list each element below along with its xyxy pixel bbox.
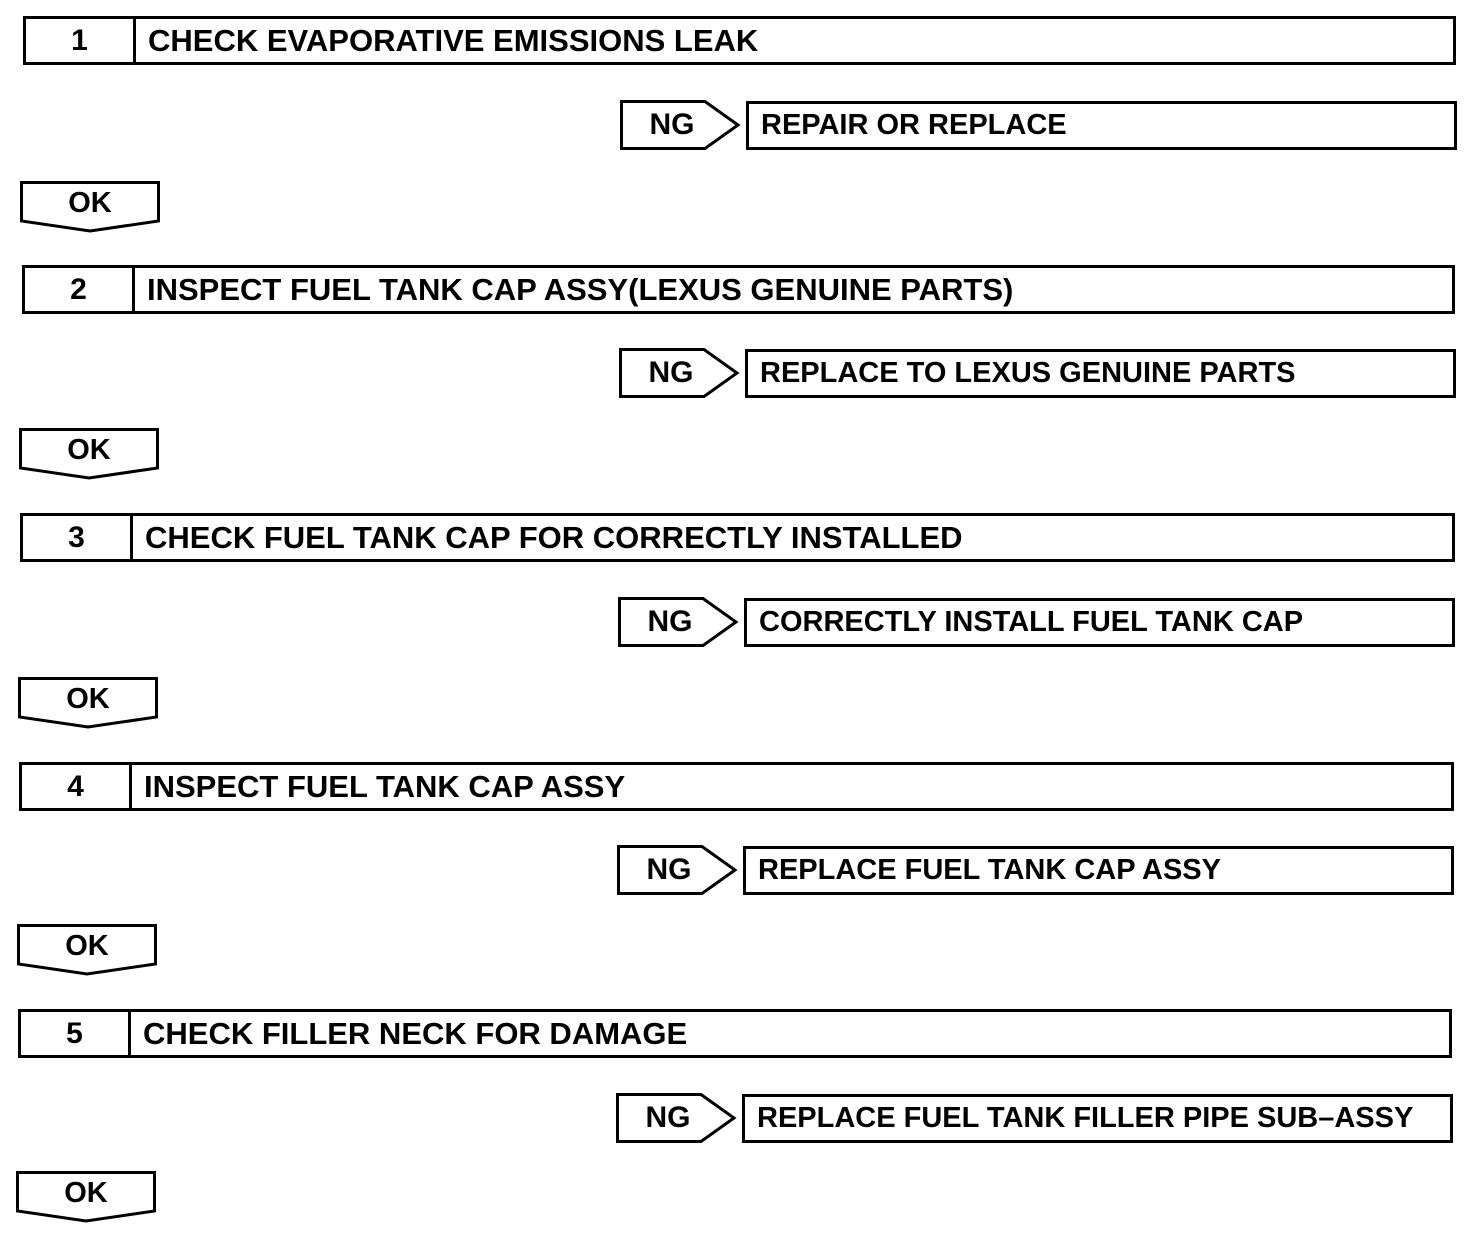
ng-action-box: CORRECTLY INSTALL FUEL TANK CAP bbox=[744, 598, 1455, 647]
step-3-box bbox=[20, 513, 1455, 562]
ng-action-box: REPLACE FUEL TANK FILLER PIPE SUB–ASSY bbox=[742, 1094, 1453, 1143]
ok-label: OK bbox=[65, 929, 109, 962]
step-title: CHECK EVAPORATIVE EMISSIONS LEAK bbox=[148, 22, 759, 58]
ok-label: OK bbox=[66, 682, 110, 715]
ng-arrow bbox=[616, 1093, 738, 1143]
step-number: 1 bbox=[26, 19, 136, 62]
step-1-box bbox=[23, 16, 1456, 65]
step-title: CHECK FILLER NECK FOR DAMAGE bbox=[143, 1015, 688, 1051]
ng-label: NG bbox=[646, 853, 692, 886]
step-number: 5 bbox=[21, 1012, 131, 1055]
step-2-box bbox=[22, 265, 1455, 314]
ng-arrow bbox=[618, 597, 740, 647]
ng-action-box: REPAIR OR REPLACE bbox=[746, 101, 1457, 150]
ok-arrow bbox=[18, 677, 158, 729]
ok-label: OK bbox=[64, 1176, 108, 1209]
step-number: 3 bbox=[23, 516, 133, 559]
ng-arrow bbox=[617, 845, 739, 895]
ng-action-box: REPLACE FUEL TANK CAP ASSY bbox=[743, 846, 1454, 895]
ok-label: OK bbox=[68, 186, 112, 219]
ng-label: NG bbox=[647, 605, 693, 638]
ok-arrow bbox=[17, 924, 157, 976]
step-title: CHECK FUEL TANK CAP FOR CORRECTLY INSTALLED bbox=[145, 519, 963, 555]
step-number: 4 bbox=[22, 765, 132, 808]
ok-label: OK bbox=[67, 433, 111, 466]
step-number: 2 bbox=[25, 268, 135, 311]
step-4-box bbox=[19, 762, 1454, 811]
ng-label: NG bbox=[648, 356, 694, 389]
ng-label: NG bbox=[645, 1101, 691, 1134]
step-title: INSPECT FUEL TANK CAP ASSY(LEXUS GENUINE PARTS) bbox=[147, 271, 1014, 307]
ok-arrow bbox=[16, 1171, 156, 1223]
step-title: INSPECT FUEL TANK CAP ASSY bbox=[144, 768, 626, 804]
ng-label: NG bbox=[649, 108, 695, 141]
ok-arrow bbox=[20, 181, 160, 233]
ok-arrow bbox=[19, 428, 159, 480]
ng-arrow bbox=[620, 100, 742, 150]
ng-arrow bbox=[619, 348, 741, 398]
ng-action-box: REPLACE TO LEXUS GENUINE PARTS bbox=[745, 349, 1456, 398]
step-5-box bbox=[18, 1009, 1452, 1058]
